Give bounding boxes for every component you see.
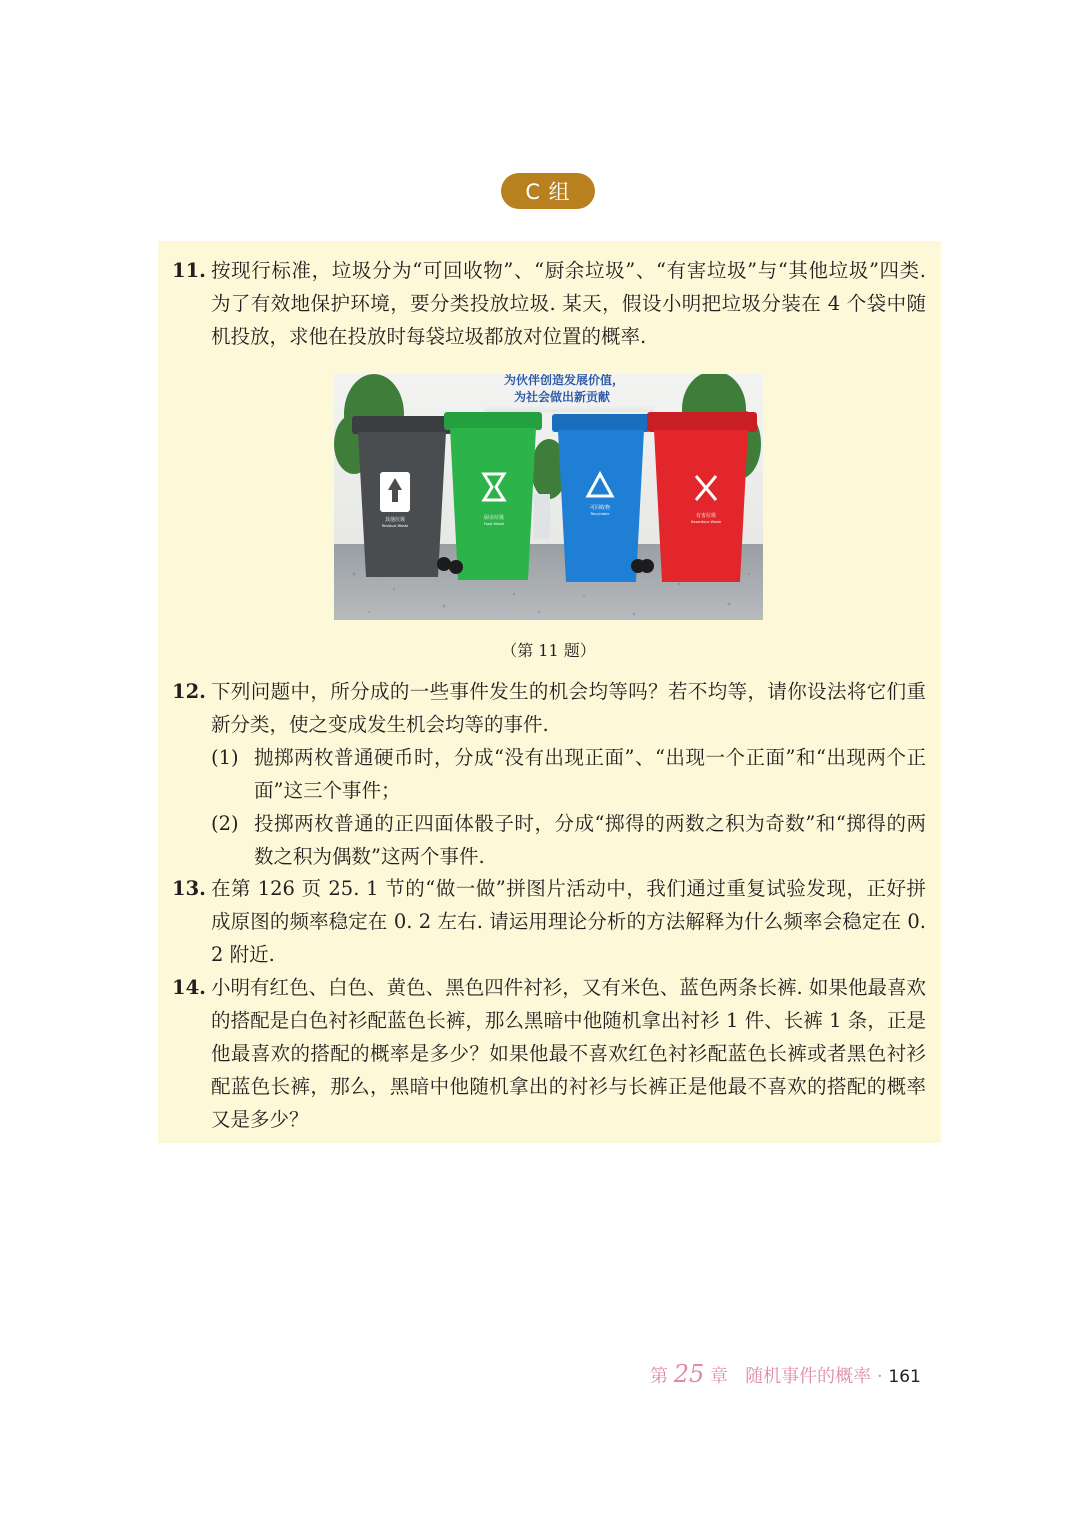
sub-question-text: 抛掷两枚普通硬币时，分成“没有出现正面”、“出现一个正面”和“出现两个正面”这三个事件； xyxy=(254,746,926,802)
bin-label-en: Hazardous Waste xyxy=(690,520,722,524)
page-footer xyxy=(650,1360,950,1390)
sub-question-text: 投掷两枚普通的正四面体骰子时，分成“掷得的两数之积为奇数”和“掷得的两数之积为偶数”这两个事件. xyxy=(254,812,926,868)
bin-label-en: Residual Waste xyxy=(381,524,409,528)
problem-text: 下列问题中，所分成的一些事件发生的机会均等吗？若不均等，请你设法将它们重新分类，使之变成发生机会均等的事件. xyxy=(211,680,926,736)
banner-text-1: 为伙伴创造发展价值， xyxy=(504,374,625,387)
sub-question-label: (2) xyxy=(211,812,239,835)
sub-question-label: (1) xyxy=(211,746,239,769)
problem-text: 在第 126 页 25. 1 节的“做一做”拼图片活动中，我们通过重复试验发现，正好拼成原图的频率稳定在 0. 2 左右. 请运用理论分析的方法解释为什么频率会稳定在 0. 2 附近. xyxy=(211,877,926,966)
bin-label-cn: 厨余垃圾 xyxy=(483,515,505,521)
waste-bins-photo xyxy=(334,374,763,620)
bin-label-cn: 有害垃圾 xyxy=(695,513,717,519)
problem-12 xyxy=(172,675,926,873)
figure-caption: （第 11 题） xyxy=(501,641,596,660)
problem-number: 12. xyxy=(172,680,206,703)
chapter-number: 25 xyxy=(673,1360,705,1388)
problem-number: 13. xyxy=(172,877,206,900)
chapter-title: 随机事件的概率 xyxy=(745,1366,872,1387)
sub-question-2 xyxy=(211,807,926,873)
problem-text: 按现行标准，垃圾分为“可回收物”、“厨余垃圾”、“有害垃圾”与“其他垃圾”四类. 为了有效地保护环境，要分类投放垃圾. 某天，假设小明把垃圾分装在 4 个袋中随机投放，求他在投放时每袋垃圾都放对位置的概率. xyxy=(211,259,926,348)
bin-label-cn: 可回收物 xyxy=(589,505,611,511)
chapter-suffix: 章 xyxy=(710,1366,729,1387)
chapter-prefix: 第 xyxy=(650,1366,668,1387)
problem-number: 14. xyxy=(172,976,206,999)
bin-label-cn: 其他垃圾 xyxy=(384,517,406,523)
problem-11 xyxy=(172,254,926,353)
recyclable-bin xyxy=(552,414,650,582)
bin-label-en: Food Waste xyxy=(483,522,505,526)
bin-label-en: Recyclable xyxy=(590,512,610,516)
problem-13 xyxy=(172,872,926,971)
residual-waste-bin xyxy=(352,416,452,577)
page-number: 161 xyxy=(888,1367,921,1387)
problem-text: 小明有红色、白色、黄色、黑色四件衬衫，又有米色、蓝色两条长裤. 如果他最喜欢的搭配是白色衬衫配蓝色长裤，那么黑暗中他随机拿出衬衫 1 件、长裤 1 条，正是他最喜欢的搭配的概率是多少？如果他最不喜欢红色衬衫配蓝色长裤或者黑色衬衫配蓝色长裤，那么，黑暗中他随机拿出的衬衫与长裤正是他最不喜欢的搭配的概率又是多少？ xyxy=(211,976,926,1131)
problem-number: 11. xyxy=(172,259,206,282)
food-waste-bin xyxy=(444,412,542,580)
sub-question-1 xyxy=(211,741,926,807)
group-badge: C 组 xyxy=(501,173,595,209)
problem-14 xyxy=(172,971,926,1136)
footer-separator: · xyxy=(876,1366,883,1387)
banner-text-2: 为社会做出新贡献 xyxy=(514,390,611,404)
